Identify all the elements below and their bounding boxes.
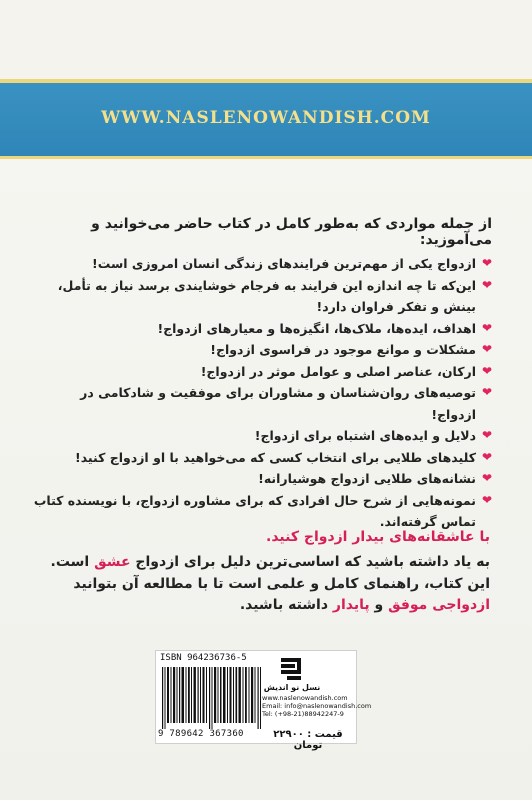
publisher-email: Email: info@naslenowandish.com — [262, 702, 372, 710]
list-item — [32, 275, 492, 318]
heart-icon: ❤ — [481, 320, 492, 335]
love-word: عشق — [94, 554, 131, 570]
heart-icon: ❤ — [481, 385, 492, 399]
list-item-text: نشانه‌های طلایی ازدواج هوشیارانه! — [258, 471, 476, 486]
heart-icon: ❤ — [481, 471, 492, 485]
list-item — [32, 425, 492, 447]
list-item — [32, 253, 492, 275]
closing-text: و — [374, 597, 384, 613]
list-item — [32, 490, 492, 533]
closing-text: به یاد داشته باشید که اساسی‌ترین دلیل برای ازدواج — [135, 554, 490, 570]
barcode-image — [160, 667, 264, 729]
closing-line-1 — [30, 552, 490, 574]
list-item-text: مشکلات و موانع موجود در فراسوی ازدواج! — [210, 342, 476, 357]
successful-marriage: ازدواجی موفق — [388, 597, 490, 613]
list-item — [32, 318, 492, 340]
price-label: قیمت : ۲۲۹۰۰ تومان — [273, 729, 343, 751]
publisher-website: www.naslenowandish.com — [262, 694, 348, 702]
publisher-logo-icon — [279, 656, 303, 682]
publisher-name: نسل نو اندیش — [263, 683, 321, 692]
lasting-word: پایدار — [332, 597, 370, 613]
list-item — [32, 361, 492, 383]
list-item-text: ارکان، عناصر اصلی و عوامل موثر در ازدواج! — [200, 363, 476, 379]
list-item-text: اهداف، ایده‌ها، ملاک‌ها، انگیزه‌ها و معیارهای ازدواج! — [157, 320, 476, 336]
website-url: WWW.NASLENOWANDISH.COM — [101, 108, 431, 128]
publisher-tel: Tel: (+98-21)88942247-9 — [262, 710, 344, 718]
list-item-text: دلایل و ایده‌های اشتباه برای ازدواج! — [254, 428, 476, 443]
closing-text: است. — [50, 554, 90, 570]
intro-text: از جمله مواردی که به‌طور کامل در کتاب حاضر می‌خوانید و می‌آموزید: — [91, 216, 492, 248]
topics-list — [32, 253, 492, 533]
barcode-digits: 9 789642 367360 — [158, 729, 244, 739]
closing-paragraph — [30, 552, 490, 617]
heart-icon: ❤ — [481, 449, 492, 464]
list-item-text: نمونه‌هایی از شرح حال افرادی که برای مشاوره ازدواج، با نویسنده کتاب تماس گرفته‌اند. — [33, 492, 476, 529]
isbn-label: ISBN 964236736-5 — [160, 653, 247, 663]
closing-line-3 — [30, 595, 490, 617]
list-item — [32, 339, 492, 361]
heart-icon: ❤ — [481, 342, 492, 356]
list-item-text: توصیه‌های روان‌شناسان و مشاوران برای موفقیت و شادکامی در ازدواج! — [80, 385, 476, 422]
heart-icon: ❤ — [481, 428, 492, 442]
heart-icon: ❤ — [481, 492, 492, 507]
list-item — [32, 382, 492, 425]
closing-line-2: این کتاب، راهنمای کامل و علمی است تا با مطالعه آن بتوانید — [73, 575, 490, 592]
list-item — [32, 447, 492, 469]
heart-icon: ❤ — [481, 256, 492, 270]
closing-text: داشته باشید. — [239, 597, 329, 613]
publisher-info — [262, 694, 372, 718]
tagline: با عاشقانه‌های بیدار ازدواج کنید. — [266, 529, 490, 545]
top-strip — [0, 0, 532, 83]
heart-icon: ❤ — [481, 277, 492, 292]
list-item-text: ازدواج یکی از مهم‌ترین فرایندهای زندگی انسان امروزی است! — [92, 256, 476, 271]
list-item — [32, 468, 492, 490]
heart-icon: ❤ — [481, 363, 492, 378]
list-item-text: این‌که تا چه اندازه این فرایند به فرجام خوشایندی برسد نیاز به تأمل، بینش و تفکر فراوان دارد! — [57, 277, 476, 314]
list-item-text: کلیدهای طلایی برای انتخاب کسی که می‌خواهید با او ازدواج کنید! — [75, 449, 476, 465]
